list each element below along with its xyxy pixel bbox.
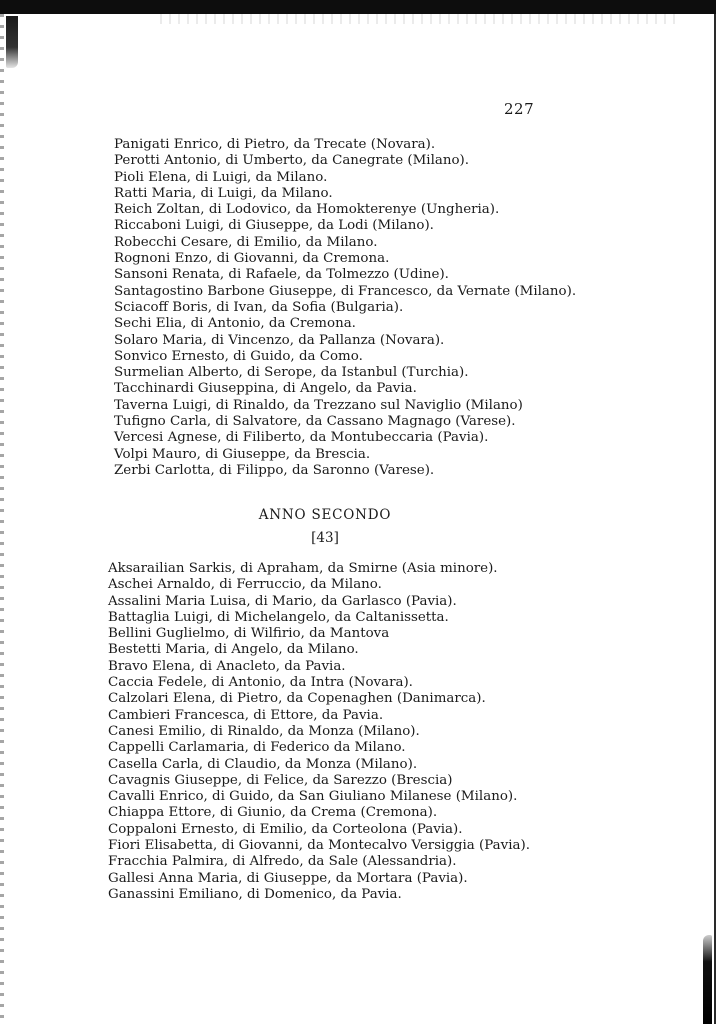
- section-title: ANNO SECONDO: [258, 507, 392, 523]
- student-list-first: [114, 137, 576, 479]
- list-item: Fracchia Palmira, di Alfredo, da Sale (Alessandria).: [108, 854, 457, 870]
- scan-top-border: [0, 0, 716, 14]
- list-item: Vercesi Agnese, di Filiberto, da Montubeccaria (Pavia).: [114, 430, 489, 446]
- list-item: Sciacoff Boris, di Ivan, da Sofia (Bulgaria).: [114, 299, 404, 315]
- list-item: Aksarailian Sarkis, di Apraham, da Smirne (Asia minore).: [108, 561, 498, 576]
- list-item: Cavalli Enrico, di Guido, da San Giuliano Milanese (Milano).: [108, 789, 518, 805]
- list-item: Sonvico Ernesto, di Guido, da Como.: [114, 348, 363, 364]
- list-item: Caccia Fedele, di Antonio, da Intra (Novara).: [108, 675, 413, 691]
- list-item: Canesi Emilio, di Rinaldo, da Monza (Milano).: [108, 723, 420, 739]
- list-item: Robecchi Cesare, di Emilio, da Milano.: [114, 234, 378, 250]
- list-item: Rognoni Enzo, di Giovanni, da Cremona.: [114, 251, 390, 267]
- list-item: Bravo Elena, di Anacleto, da Pavia.: [108, 658, 346, 674]
- list-item: Taverna Luigi, di Rinaldo, da Trezzano sul Naviglio (Milano): [114, 397, 523, 413]
- list-item: Pioli Elena, di Luigi, da Milano.: [114, 169, 328, 185]
- list-item: Fiori Elisabetta, di Giovanni, da Montecalvo Versiggia (Pavia).: [108, 838, 530, 854]
- list-item: Tufigno Carla, di Salvatore, da Cassano Magnago (Varese).: [114, 414, 516, 430]
- list-item: Calzolari Elena, di Pietro, da Copenaghen (Danimarca).: [108, 691, 486, 707]
- list-item: Zerbi Carlotta, di Filippo, da Saronno (Varese).: [114, 462, 435, 478]
- list-item: Reich Zoltan, di Lodovico, da Homokterenye (Ungheria).: [114, 202, 500, 218]
- scan-top-noise: [160, 14, 680, 24]
- list-item: Casella Carla, di Claudio, da Monza (Milano).: [108, 756, 418, 772]
- list-item: Santagostino Barbone Giuseppe, di Francesco, da Vernate (Milano).: [114, 283, 577, 299]
- list-item: Ganassini Emiliano, di Domenico, da Pavia.: [108, 886, 402, 902]
- list-item: Sansoni Renata, di Rafaele, da Tolmezzo (Udine).: [114, 267, 449, 283]
- list-item: Sechi Elia, di Antonio, da Cremona.: [114, 316, 356, 332]
- page-number: 227: [504, 100, 535, 118]
- list-item: Riccaboni Luigi, di Giuseppe, da Lodi (Milano).: [114, 218, 434, 234]
- list-item: Solaro Maria, di Vincenzo, da Pallanza (Novara).: [114, 332, 445, 348]
- section-count: [43]: [311, 530, 339, 546]
- list-item: Perotti Antonio, di Umberto, da Canegrate (Milano).: [114, 153, 470, 169]
- list-item: Volpi Mauro, di Giuseppe, da Brescia.: [114, 446, 371, 462]
- list-item: Gallesi Anna Maria, di Giuseppe, da Mortara (Pavia).: [108, 870, 468, 886]
- list-item: Chiappa Ettore, di Giunio, da Crema (Cremona).: [108, 805, 438, 821]
- list-item: Aschei Arnaldo, di Ferruccio, da Milano.: [108, 577, 382, 593]
- list-item: Coppaloni Ernesto, di Emilio, da Corteolona (Pavia).: [108, 821, 463, 837]
- list-item: Assalini Maria Luisa, di Mario, da Garlasco (Pavia).: [108, 593, 457, 609]
- list-item: Tacchinardi Giuseppina, di Angelo, da Pavia.: [114, 381, 417, 397]
- list-item: Surmelian Alberto, di Serope, da Istanbul (Turchia).: [114, 365, 469, 381]
- list-item: Cappelli Carlamaria, di Federico da Milano.: [108, 740, 406, 756]
- student-list-second: [108, 561, 530, 903]
- list-item: Ratti Maria, di Luigi, da Milano.: [114, 185, 333, 201]
- list-item: Bestetti Maria, di Angelo, da Milano.: [108, 642, 359, 658]
- scan-left-mark: [6, 16, 18, 68]
- list-item: Bellini Guglielmo, di Wilfirio, da Mantova: [108, 626, 390, 642]
- scan-right-mark: [703, 935, 712, 1024]
- list-item: Battaglia Luigi, di Michelangelo, da Caltanissetta.: [108, 609, 449, 625]
- list-item: Cavagnis Giuseppe, di Felice, da Sarezzo (Brescia): [108, 772, 453, 788]
- list-item: Panigati Enrico, di Pietro, da Trecate (Novara).: [114, 137, 436, 152]
- list-item: Cambieri Francesca, di Ettore, da Pavia.: [108, 707, 384, 723]
